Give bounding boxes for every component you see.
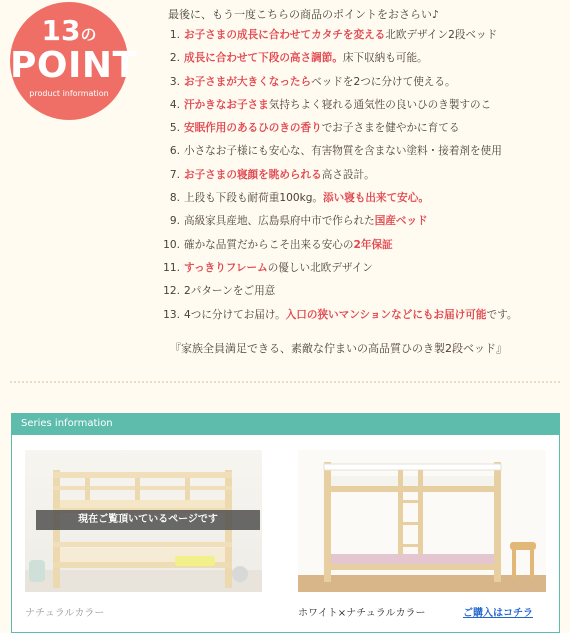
- point-text: 高さ設計。: [321, 168, 375, 181]
- white-natural-bed-photo[interactable]: [298, 450, 546, 592]
- point-text: 北欧デザイン2段ベッド: [385, 29, 498, 41]
- intro-text: 最後に、もう一度こちらの商品のポイントをおさらい♪: [168, 8, 440, 21]
- point-number: 10.: [163, 238, 180, 251]
- point-text: の優しい北欧デザイン: [267, 261, 373, 274]
- point-number: 12.: [163, 285, 180, 298]
- point-highlight: 入口の狭いマンションなどにもお届け可能: [285, 308, 487, 321]
- point-item: [160, 164, 566, 187]
- point-text: 小さなお子様にも安心な、有害物質を含まない塗料・接着剤を使用: [184, 145, 502, 158]
- point-number: 6.: [169, 145, 180, 158]
- point-highlight: 国産ベッド: [374, 215, 428, 228]
- closing-text: 『家族全員満足できる、素敵な佇まいの高品質ひのき製2段ベッド』: [170, 342, 507, 355]
- natural-color-caption: ナチュラルカラー: [25, 608, 105, 619]
- point-item: [160, 257, 566, 280]
- point-item: [160, 140, 566, 163]
- point-number: 5.: [169, 122, 180, 135]
- point-highlight: 添い寝も出来て安心。: [323, 192, 429, 205]
- point-text: ベッドを2つに分けて使える。: [311, 75, 456, 88]
- point-text: 上段も下段も耐荷重100kg。: [184, 192, 324, 205]
- point-item: [160, 280, 566, 303]
- point-item: [160, 210, 566, 233]
- point-highlight: お子さまが大きくなったら: [184, 75, 312, 88]
- point-highlight: お子さまの成長に合わせてカタチを変える: [184, 29, 386, 41]
- point-number: 1.: [169, 29, 180, 41]
- point-number: 11.: [163, 261, 180, 274]
- point-text: 床下収納も可能。: [342, 52, 428, 65]
- point-highlight: お子さまの寝顔を眺められる: [184, 168, 322, 181]
- point-item: [160, 304, 566, 327]
- point-highlight: 安眠作用のあるひのきの香り: [184, 122, 322, 135]
- divider: [10, 381, 560, 383]
- point-text: でお子さまを健やかに育てる: [321, 122, 460, 135]
- point-list: [160, 24, 566, 327]
- point-badge: [10, 2, 138, 120]
- point-text: です。: [486, 308, 518, 321]
- point-number: 8.: [169, 192, 180, 205]
- badge-subtitle: product information: [29, 89, 109, 98]
- point-text: 気持ちよく寝れる通気性の良いひのき製すのこ: [268, 98, 492, 111]
- point-text: 高級家具産地、広島県府中市で作られた: [184, 215, 375, 228]
- point-highlight: 汗かきなお子さま: [184, 98, 269, 111]
- point-number: 13.: [163, 308, 180, 321]
- point-item: [160, 117, 566, 140]
- point-text: 4つに分けてお届け。: [184, 308, 286, 321]
- point-number: 9.: [169, 215, 180, 228]
- point-number: 3.: [169, 75, 180, 88]
- series-header: Series information: [11, 413, 560, 435]
- point-number: 4.: [169, 98, 180, 111]
- purchase-link[interactable]: ご購入はコチラ: [463, 608, 533, 619]
- badge-word: POINT: [10, 45, 138, 86]
- point-text: 確かな品質だからこそ出来る安心の: [184, 238, 354, 251]
- white-natural-caption: ホワイト×ナチュラルカラー: [298, 608, 426, 619]
- badge-number: 13の: [41, 14, 97, 47]
- white-bed-illustration: [298, 450, 546, 592]
- point-highlight: 2年保証: [353, 238, 393, 251]
- point-item: [160, 71, 566, 94]
- point-highlight: 成長に合わせて下段の高さ調節。: [184, 52, 343, 65]
- point-number: 7.: [169, 168, 180, 181]
- point-text: 2パターンをご用意: [184, 285, 276, 298]
- point-highlight: すっきりフレーム: [184, 261, 268, 274]
- point-item: [160, 94, 566, 117]
- point-item: [160, 234, 566, 257]
- point-item: [160, 47, 566, 70]
- point-item: [160, 187, 566, 210]
- point-item: [160, 24, 566, 47]
- point-number: 2.: [169, 52, 180, 65]
- current-page-overlay: 現在ご覧頂いているページです: [36, 510, 260, 530]
